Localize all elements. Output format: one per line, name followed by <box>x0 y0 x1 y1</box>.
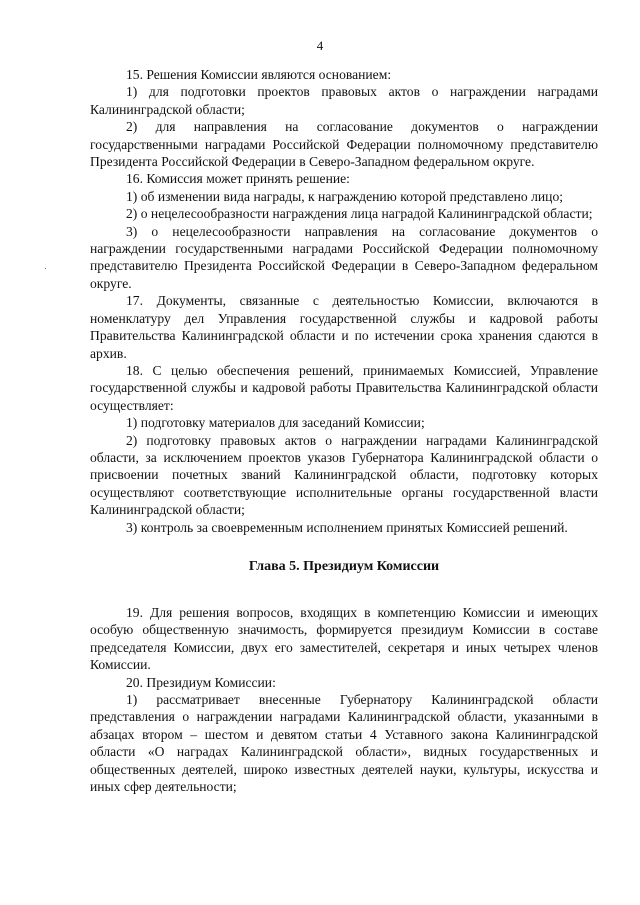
chapter-title: Глава 5. Президиум Комиссии <box>248 558 440 574</box>
paragraph-16-item-1: 1) об изменении вида награды, к награждению которой представлено лицо; <box>126 188 564 204</box>
paragraph-18-item-2: 2) подготовку правовых актов о награждении наградами Калининградской области, за исключением проектов указов Губернатора Калининградской области о присвоении почетных званий Калининградской области, подготовку которых осуществляют соответствующие исполнительные органы государственной власти Калининградской области; <box>90 432 598 518</box>
paragraph-15-item-1: 1) для подготовки проектов правовых актов о награждении наградами Калининградской области; <box>90 84 598 117</box>
paragraph-18-item-1: 1) подготовку материалов для заседаний Комиссии; <box>126 415 425 431</box>
paragraph-17: 17. Документы, связанные с деятельностью Комиссии, включаются в номенклатуру дел Управления государственной службы и кадровой работы Правительства Калининградской области и по истечении срока хранения сдаются в архив. <box>90 293 598 361</box>
paragraph-20: 20. Президиум Комиссии: <box>126 674 276 690</box>
document-body <box>90 66 598 795</box>
paragraph-16-item-2: 2) о нецелесообразности награждения лица наградой Калининградской области; <box>126 206 593 222</box>
paragraph-16: 16. Комиссия может принять решение: <box>126 171 350 187</box>
paragraph-15: 15. Решения Комиссии являются основанием: <box>126 67 392 82</box>
margin-mark <box>45 268 46 269</box>
paragraph-16-item-3: 3) о нецелесообразности направления на согласование документов о награждении государственными наградами Российской Федерации полномочному представителю Президента Российской Федерации в Северо-Западном федеральном округе. <box>90 223 598 291</box>
page-number: 4 <box>316 38 324 53</box>
paragraph-18-item-3: 3) контроль за своевременным исполнением принятых Комиссией решений. <box>126 519 568 535</box>
paragraph-18: 18. С целью обеспечения решений, принимаемых Комиссией, Управление государственной службы и кадровой работы Правительства Калининградской области осуществляет: <box>90 362 598 413</box>
paragraph-15-item-2: 2) для направления на согласование документов о награждении государственными наградами Российской Федерации полномочному представителю Президента Российской Федерации в Северо-Западном федеральном округе. <box>90 119 598 170</box>
paragraph-20-item-1: 1) рассматривает внесенные Губернатору Калининградской области представления о награждении наградами Калининградской области, указанными в абзацах втором – шестом и девятом статьи 4 Уставного закона Калининградской области «О наградах Калининградской области», видных государственных и общественных деятелей, широко известных деятелей науки, культуры, искусства и иных сфер деятельности; <box>90 692 598 795</box>
paragraph-19: 19. Для решения вопросов, входящих в компетенцию Комиссии и имеющих особую общественную значимость, формируется президиум Комиссии в составе председателя Комиссии, двух его заместителей, секретаря и иных четырех членов Комиссии. <box>90 604 598 673</box>
